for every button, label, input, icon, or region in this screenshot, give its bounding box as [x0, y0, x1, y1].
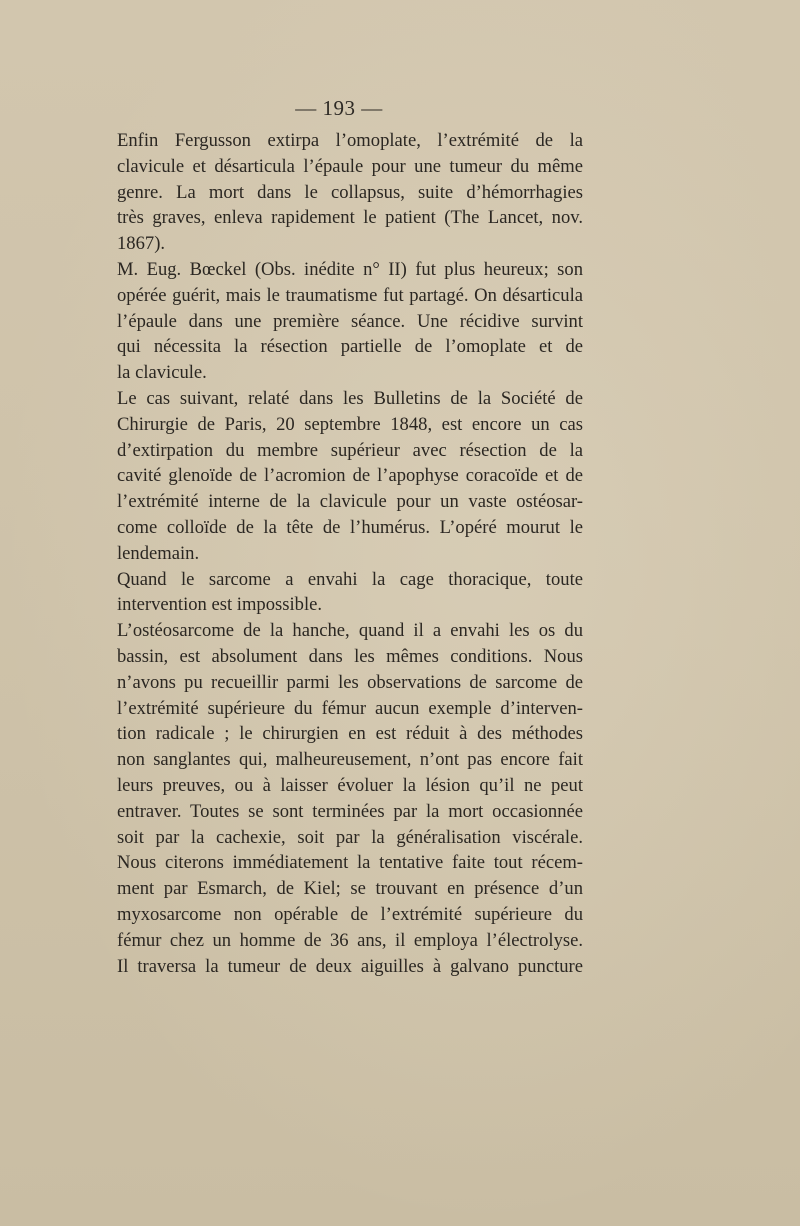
text-line: Nous citerons immédiatement la tentative faite tout récem- [117, 852, 583, 874]
text-line: n’avons pu recueillir parmi les observations de sarcome de [117, 671, 583, 693]
text-line: très graves, enleva rapidement le patient (The Lancet, nov. [117, 207, 583, 229]
text-line: myxosarcome non opérable de l’extrémité supérieure du [117, 903, 583, 925]
text-line: L’ostéosarcome de la hanche, quand il a envahi les os du [117, 620, 583, 642]
text-line: fémur chez un homme de 36 ans, il employa l’électrolyse. [117, 929, 583, 951]
text-line: soit par la cachexie, soit par la généralisation viscérale. [117, 826, 583, 848]
text-line: opérée guérit, mais le traumatisme fut partagé. On désarticula [117, 284, 583, 306]
text-line: l’extrémité interne de la clavicule pour un vaste ostéosar- [117, 491, 583, 513]
text-line: d’extirpation du membre supérieur avec résection de la [117, 439, 583, 461]
text-line: genre. La mort dans le collapsus, suite d’hémorrhagies [117, 181, 583, 203]
text-line: intervention est impossible. [117, 594, 323, 616]
text-line: Le cas suivant, relaté dans les Bulletins de la Société de [117, 387, 583, 409]
text-line: come colloïde de la tête de l’humérus. L’opéré mourut le [117, 516, 583, 538]
text-line: Il traversa la tumeur de deux aiguilles à galvano puncture [117, 955, 583, 977]
text-line: clavicule et désarticula l’épaule pour une tumeur du même [117, 155, 583, 177]
text-line: M. Eug. Bœckel (Obs. inédite n° II) fut plus heureux; son [117, 258, 583, 280]
text-line: l’épaule dans une première séance. Une récidive survint [117, 310, 583, 332]
text-line: cavité glenoïde de l’acromion de l’apophyse coracoïde et de [117, 465, 583, 487]
text-line: Chirurgie de Paris, 20 septembre 1848, est encore un cas [117, 413, 583, 435]
text-line: la clavicule. [117, 362, 207, 384]
text-line: non sanglantes qui, malheureusement, n’ont pas encore fait [117, 749, 583, 771]
text-line: bassin, est absolument dans les mêmes conditions. Nous [117, 645, 583, 667]
text-line: lendemain. [117, 542, 200, 564]
text-line: 1867). [117, 233, 166, 255]
text-line: leurs preuves, ou à laisser évoluer la lésion qu’il ne peut [117, 774, 583, 796]
page-number: — 193 — [295, 96, 383, 120]
text-line: tion radicale ; le chirurgien en est réduit à des méthodes [117, 723, 583, 745]
text-line: l’extrémité supérieure du fémur aucun exemple d’interven- [117, 697, 583, 719]
text-line: ment par Esmarch, de Kiel; se trouvant en présence d’un [117, 878, 583, 900]
text-line: qui nécessita la résection partielle de l’omoplate et de [117, 336, 583, 358]
text-line: Enfin Fergusson extirpa l’omoplate, l’extrémité de la [117, 130, 583, 151]
text-line: Quand le sarcome a envahi la cage thoracique, toute [117, 568, 583, 590]
text-line: entraver. Toutes se sont terminées par la mort occasionnée [117, 800, 583, 822]
body-text [117, 128, 583, 979]
